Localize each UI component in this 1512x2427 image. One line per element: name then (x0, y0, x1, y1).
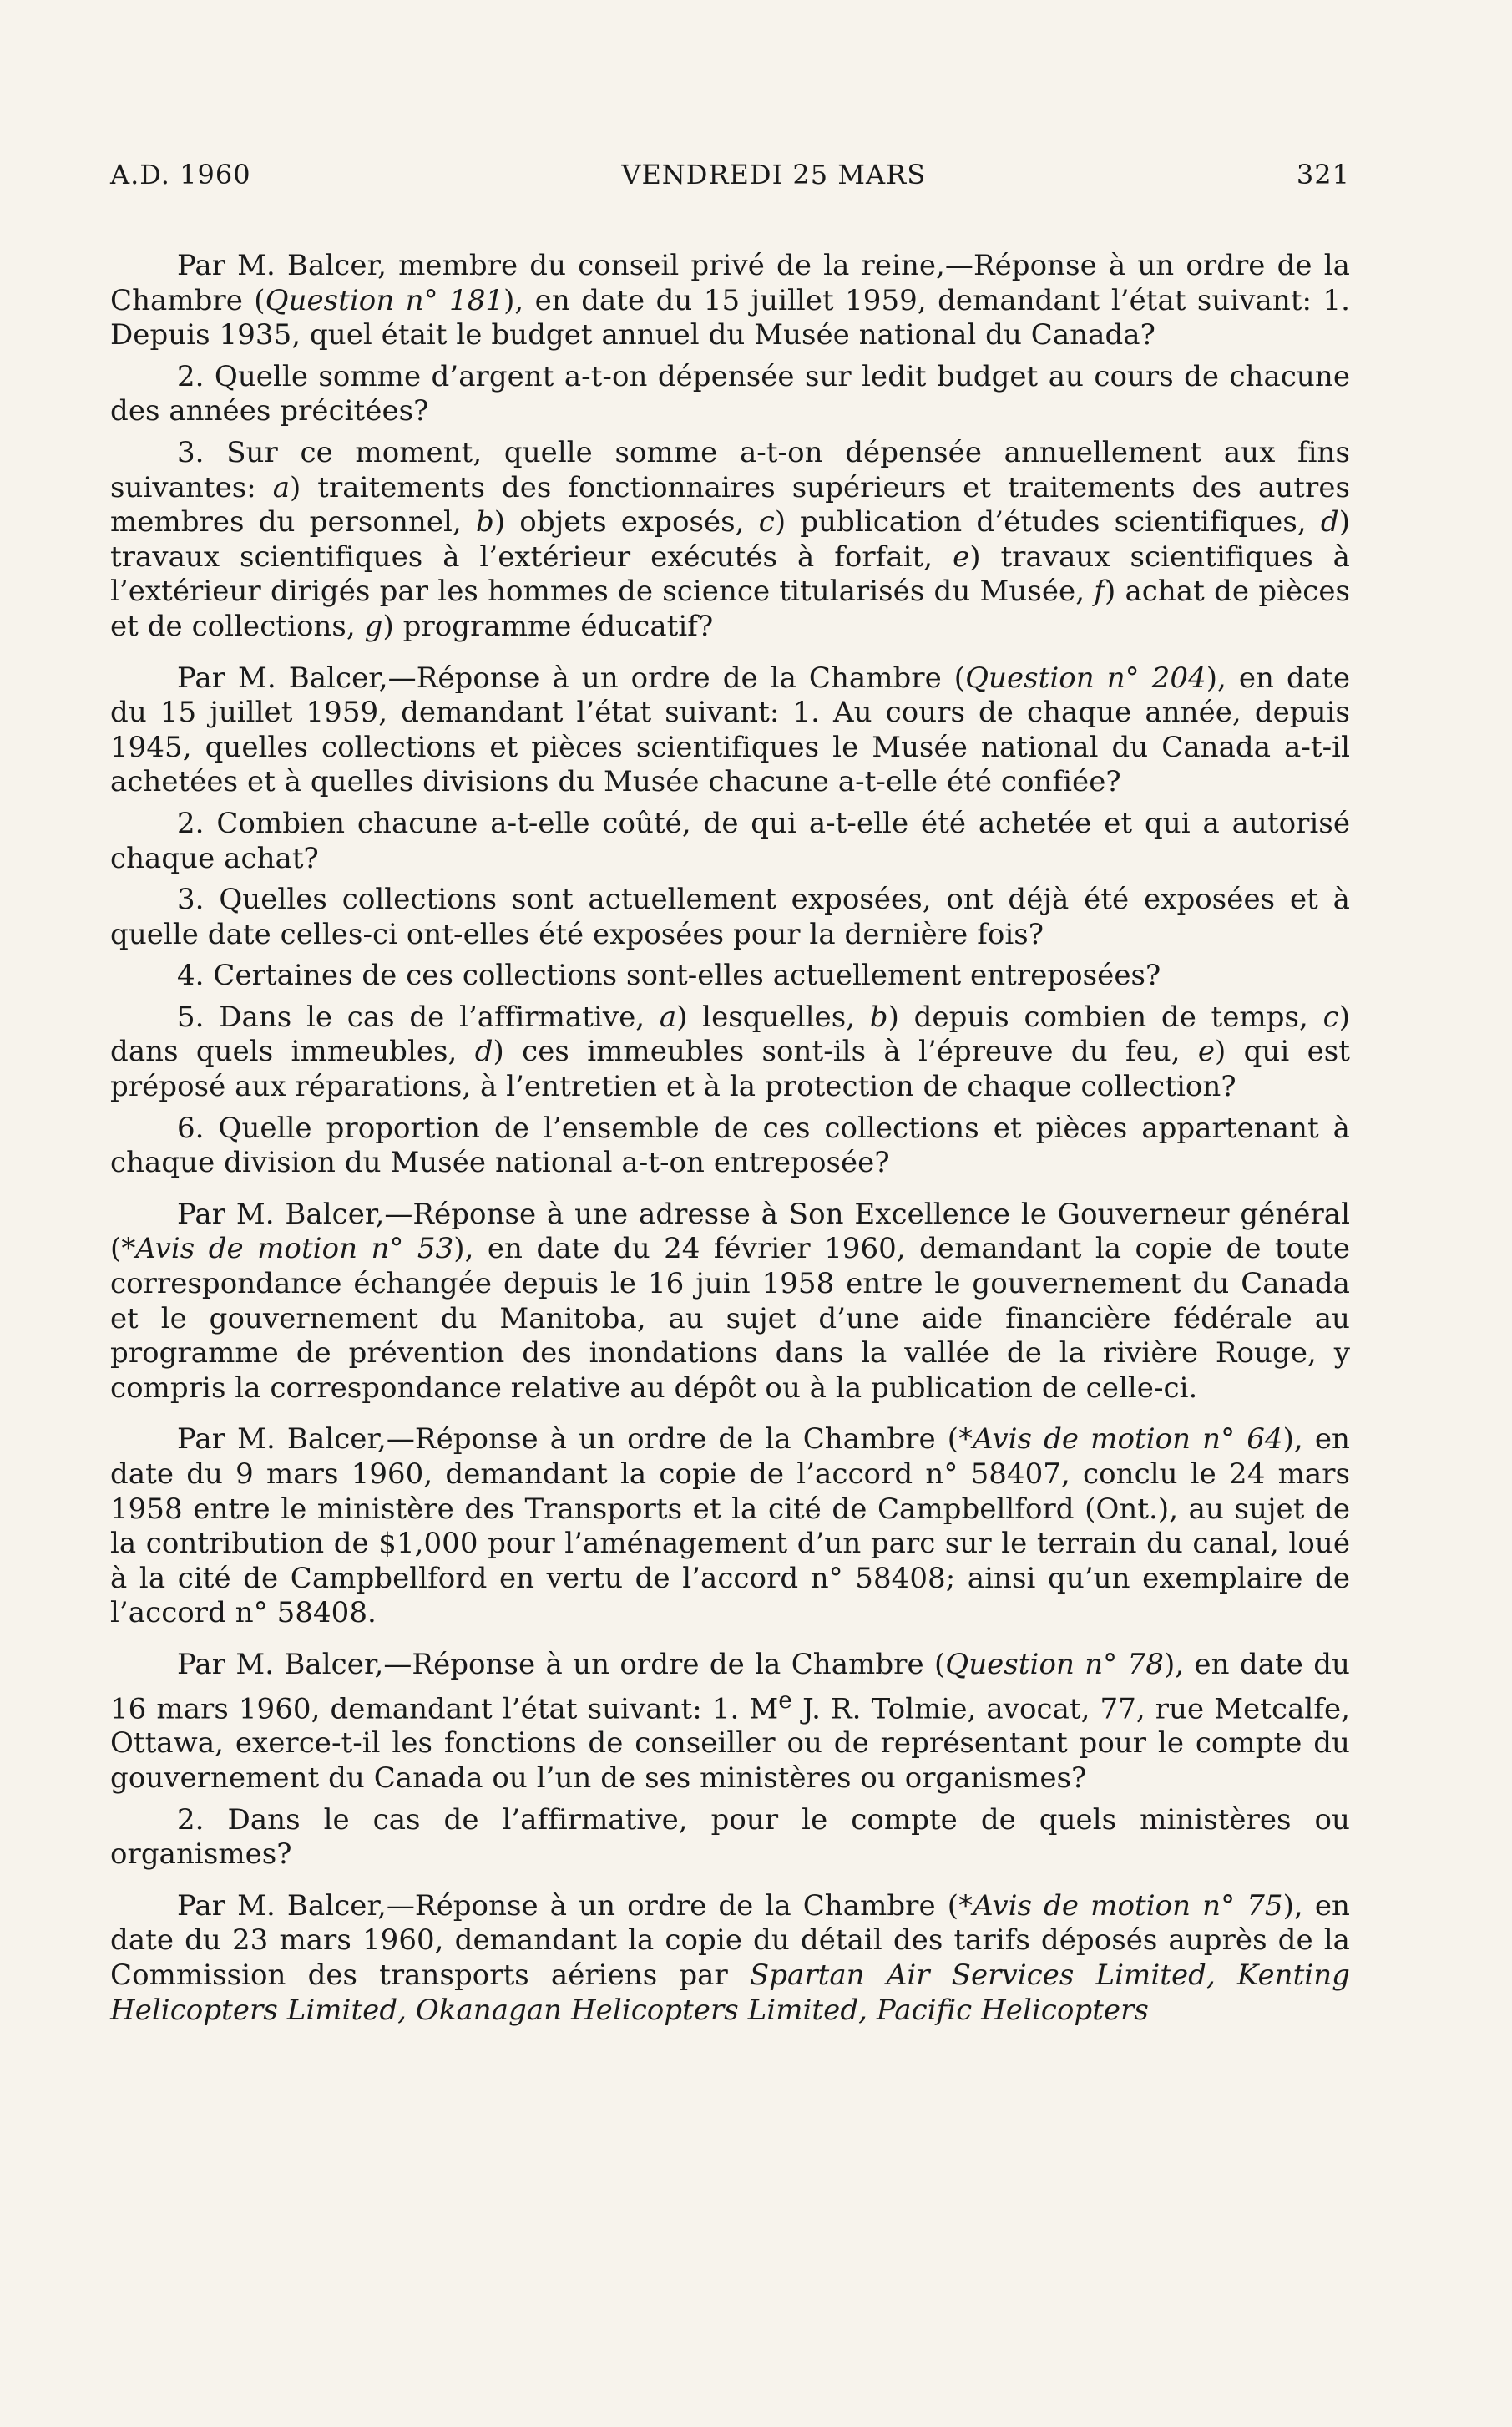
paragraph-entry: Par M. Balcer,—Réponse à un ordre de la Chambre (Question n° 204), en date du 15 juillet 1959, demandant l’état suivant: 1. Au cours de chaque année, depuis 1945, quelles collections et pièces scientifiques le Musée national du Canada a-t-il achetées et à quelles divisions du Musée chacune a-t-elle été confiée? (110, 661, 1350, 799)
paragraph-item: 3. Quelles collections sont actuellement exposées, ont déjà été exposées et à quelle date celles-ci ont-elles été exposées pour la dernière fois? (110, 883, 1350, 951)
paragraph-entry: Par M. Balcer,—Réponse à un ordre de la Chambre (*Avis de motion n° 64), en date du 9 mars 1960, demandant la copie de l’accord n° 58407, conclu le 24 mars 1958 entre le ministère des Transports et la cité de Campbellford (Ont.), au sujet de la contribution de $1,000 pour l’aménagement d’un parc sur le terrain du canal, loué à la cité de Campbellford en vertu de l’accord n° 58408; ainsi qu’un exemplaire de l’accord n° 58408. (110, 1422, 1350, 1630)
paragraph-item: 2. Combien chacune a-t-elle coûté, de qui a-t-elle été achetée et qui a autorisé chaque achat? (110, 806, 1350, 875)
paragraph-item: 4. Certaines de ces collections sont-elles actuellement entreposées? (177, 959, 1161, 993)
paragraph-entry: Par M. Balcer, membre du conseil privé de la reine,—Réponse à un ordre de la Chambre (Question n° 181), en date du 15 juillet 1959, demandant l’état suivant: 1. Depuis 1935, quel était le budget annuel du Musée national du Canada? (110, 249, 1350, 352)
paragraph-entry: Par M. Balcer,—Réponse à une adresse à Son Excellence le Gouverneur général (*Avis de motion n° 53), en date du 24 février 1960, demandant la copie de toute correspondance échangée depuis le 16 juin 1958 entre le gouvernement du Canada et le gouvernement du Manitoba, au sujet d’une aide financière fédérale au programme de prévention des inondations dans la vallée de la rivière Rouge, y compris la correspondance relative au dépôt ou à la publication de celle-ci. (110, 1197, 1350, 1405)
header-date: VENDREDI 25 MARS (621, 159, 927, 190)
paragraph-item: 5. Dans le cas de l’affirmative, a) lesquelles, b) depuis combien de temps, c) dans quels immeubles, d) ces immeubles sont-ils à l’épreuve du feu, e) qui est préposé aux réparations, à l’entretien et à la protection de chaque collection? (110, 1000, 1351, 1104)
paragraph-item: 2. Quelle somme d’argent a-t-on dépensée sur ledit budget au cours de chacune des années précitées? (110, 359, 1350, 428)
page-number: 321 (1296, 159, 1350, 190)
paragraph-item: 2. Dans le cas de l’affirmative, pour le compte de quels ministères ou organismes? (110, 1802, 1350, 1872)
header-year: A.D. 1960 (110, 159, 251, 190)
paragraph-item: 6. Quelle proportion de l’ensemble de ces collections et pièces appartenant à chaque division du Musée national a-t-on entreposée? (110, 1111, 1350, 1180)
paragraph-entry: Par M. Balcer,—Réponse à un ordre de la Chambre (Question n° 78), en date du 16 mars 1960, demandant l’état suivant: 1. Me J. R. Tolmie, avocat, 77, rue Metcalfe, Ottawa, exerce-t-il les fonctions de conseiller ou de représentant pour le compte du gouvernement du Canada ou l’un de ses ministères ou organismes? (110, 1647, 1350, 1796)
paragraph-entry: Par M. Balcer,—Réponse à un ordre de la Chambre (*Avis de motion n° 75), en date du 23 mars 1960, demandant la copie du détail des tarifs déposés auprès de la Commission des transports aériens par Spartan Air Services Limited, Kenting Helicopters Limited, Okanagan Helicopters Limited, Pacific Helicopters (110, 1888, 1350, 2027)
document-page (110, 159, 1350, 2034)
running-header (110, 159, 1350, 190)
paragraph-item: 3. Sur ce moment, quelle somme a-t-on dépensée annuellement aux fins suivantes: a) traitements des fonctionnaires supérieurs et traitements des autres membres du personnel, b) objets exposés, c) publication d’études scientifiques, d) travaux scientifiques à l’extérieur exécutés à forfait, e) travaux scientifiques à l’extérieur dirigés par les hommes de science titularisés du Musée, f) achat de pièces et de collections, g) programme éducatif? (110, 435, 1351, 643)
body-text (110, 249, 1350, 2028)
